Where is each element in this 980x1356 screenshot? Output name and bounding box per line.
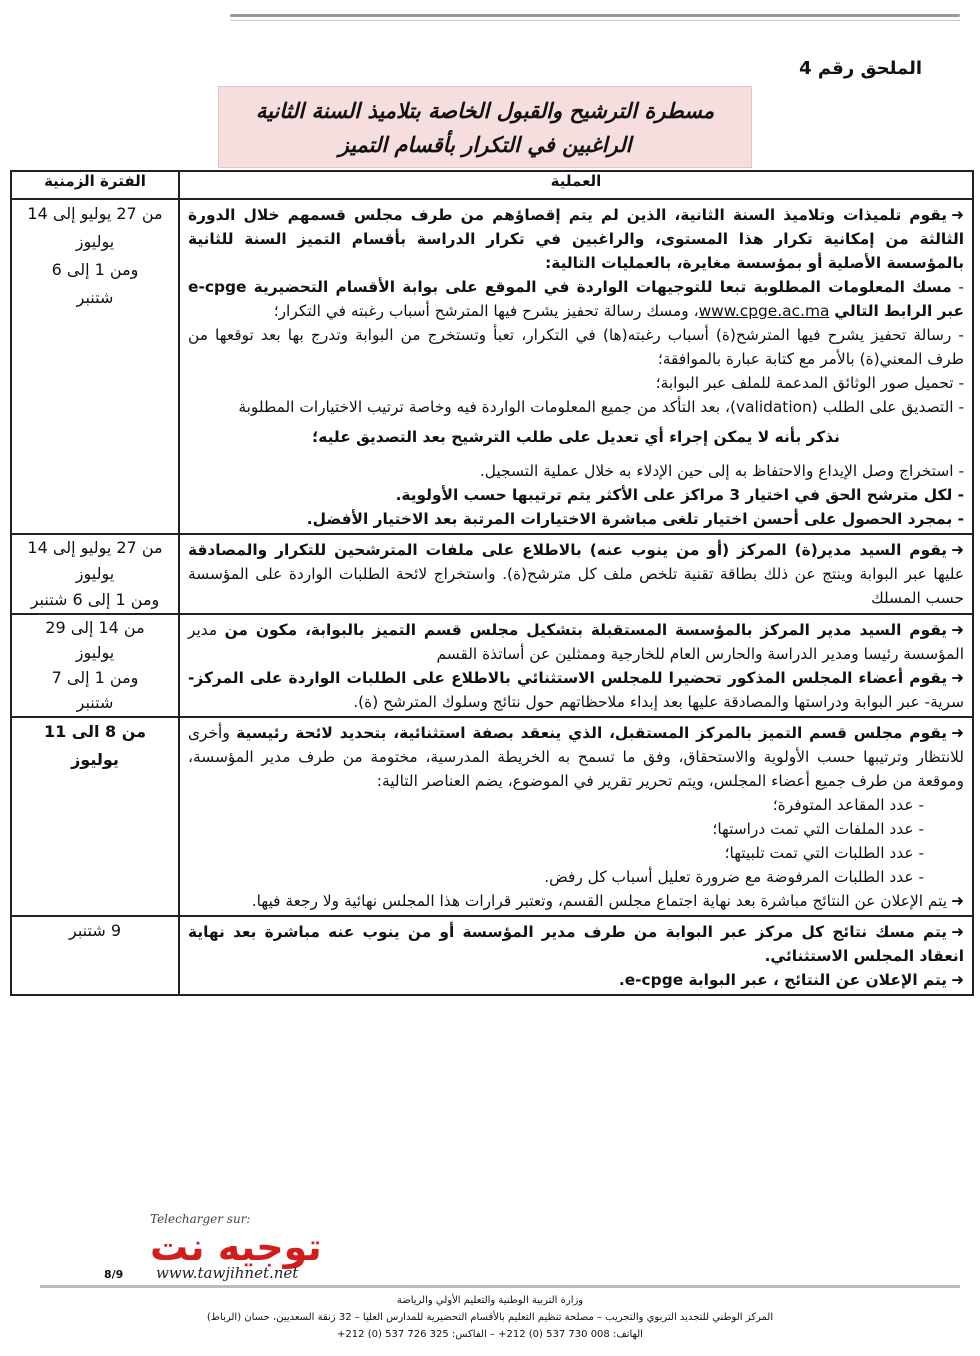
arrow-icon: ➜ xyxy=(951,892,964,910)
portal-link[interactable]: www.cpge.ac.ma xyxy=(698,302,830,320)
arrow-icon: ➜ xyxy=(951,621,964,639)
table-row xyxy=(11,717,973,916)
list-item: - عدد الطلبات المرفوضة مع ضرورة تعليل أسباب كل رفض. xyxy=(188,865,964,889)
list-item: - عدد الملفات التي تمت دراستها؛ xyxy=(188,817,964,841)
table-row xyxy=(11,916,973,995)
arrow-icon: ➜ xyxy=(951,541,964,559)
operation-cell xyxy=(179,199,973,534)
title-line-1: مسطرة الترشيح والقبول الخاصة بتلاميذ السنة الثانية xyxy=(255,99,715,123)
table-header-row xyxy=(11,171,973,199)
row1-item: - بمجرد الحصول على أحسن اختيار تلغى مباشرة الاختيارات المرتبة بعد الاختيار الأفضل. xyxy=(188,507,964,531)
arrow-icon: ➜ xyxy=(951,206,964,224)
table-row xyxy=(11,199,973,534)
watermark-logo: توجيه نت xyxy=(150,1225,322,1269)
arrow-icon: ➜ xyxy=(951,971,964,989)
operation-cell: ➜يتم مسك نتائج كل مركز عبر البوابة من طرف مدير المؤسسة أو من ينوب عنه مباشرة بعد نهاية انعقاد المجلس الاستثنائي. ➜يتم الإعلان عن النتائج ، عبر البوابة e-cpge. xyxy=(179,916,973,995)
period-cell: من 8 الى 11 يوليوز xyxy=(11,717,179,916)
arrow-icon: ➜ xyxy=(951,669,964,687)
footer-ministry: وزارة التربية الوطنية والتعليم الأولي والرياضة xyxy=(396,1295,584,1306)
operation-cell: ➜يقوم مجلس قسم التميز بالمركز المستقبل، الذي ينعقد بصفة استثنائية، بتحديد لائحة رئيسية وأخرى للانتظار وترتيبها حسب الأولوية والاستحقاق، وفق ما تسمح به الخريطة المدرسية، مختومة من طرف مدير المؤسسة، وموقعة من طرف جميع أعضاء المجلس، ويتم تحرير تقرير في الموضوع، يضم العناصر التالية: - عدد المقاعد المتوفرة؛ - عدد الملفات التي تمت دراستها؛ - عدد الطلبات التي تمت تلبيتها؛ - عدد الطلبات المرفوضة مع ضرورة تعليل أسباب كل رفض. ➜يتم الإعلان عن النتائج مباشرة بعد نهاية اجتماع مجلس القسم، وتعتبر قرارات هذا المجلس نهائية ولا رجعة فيها. xyxy=(179,717,973,916)
row1-item: - مسك المعلومات المطلوبة تبعا للتوجيهات الواردة في الموقع على بوابة الأقسام التحضيرية e-cpge عبر الرابط التالي www.cpge.ac.ma، ومسك رسالة تحفيز يشرح فيها المترشح أسباب رغبته في التكرار؛ xyxy=(188,275,964,323)
watermark-url[interactable]: www.tawjihnet.net xyxy=(156,1264,299,1282)
period-cell: من 27 يوليو إلى 14 يوليوز ومن 1 إلى 6 شتنبر xyxy=(11,199,179,534)
row1-note: نذكر بأنه لا يمكن إجراء أي تعديل على طلب الترشيح بعد التصديق عليه؛ xyxy=(312,428,840,446)
period-cell: 9 شتنبر xyxy=(11,916,179,995)
title-line-2: الراغبين في التكرار بأقسام التميز xyxy=(338,133,632,157)
procedure-table xyxy=(10,170,974,996)
table-row xyxy=(11,614,973,717)
top-rule-thin xyxy=(230,20,960,21)
table-row xyxy=(11,534,973,614)
row1-intro: ➜يقوم تلميذات وتلاميذ السنة الثانية، الذين لم يتم إقصاؤهم من طرف مجلس قسمهم خلال الدورة الثالثة من إمكانية تكرار هذا المستوى، والراغبين في تكرار الدراسة بأقسام التميز السنة للثانية بالمؤسسة الأصلية أو بمؤسسة مغايرة، بالعمليات التالية: xyxy=(188,206,964,272)
row1-item: - تحميل صور الوثائق المدعمة للملف عبر البوابة؛ xyxy=(188,371,964,395)
footer-contact: الهاتف: 008 730 537 (0) 212+ – الفاكس: 325 726 537 (0) 212+ xyxy=(337,1329,643,1340)
period-cell: من 27 يوليو إلى 14 يوليوز ومن 1 إلى 6 شتنبر xyxy=(11,534,179,614)
row1-item: - استخراج وصل الإيداع والاحتفاظ به إلى حين الإدلاء به خلال عملية التسجيل. xyxy=(188,459,964,483)
annex-label: الملحق رقم 4 xyxy=(799,58,922,79)
operation-cell: ➜يقوم السيد مدير المركز بالمؤسسة المستقبلة بتشكيل مجلس قسم التميز بالبوابة، مكون من مدير المؤسسة رئيسا ومدير الدراسة والحارس العام للخارجية وممثلين عن أساتذة القسم ➜يقوم أعضاء المجلس المذكور تحضيرا للمجلس الاستثنائي بالاطلاع على الطلبات الواردة على المركز- سرية- عبر البوابة ودراستها والمصادقة عليها بعد إبداء ملاحظاتهم حول نتائج وسلوك المترشح (ة). xyxy=(179,614,973,717)
row1-item: - لكل مترشح الحق في اختيار 3 مراكز على الأكثر يتم ترتيبها حسب الأولوية. xyxy=(188,483,964,507)
list-item: - عدد الطلبات التي تمت تلبيتها؛ xyxy=(188,841,964,865)
header-operation: العملية xyxy=(179,171,973,199)
footer-rule xyxy=(40,1285,960,1288)
header-period: الفترة الزمنية xyxy=(11,171,179,199)
watermark-label: Telecharger sur: xyxy=(150,1212,251,1226)
row1-item: - رسالة تحفيز يشرح فيها المترشح(ة) أسباب رغبته(ها) في التكرار، تعبأ وتستخرج من البوابة وتدرج بها بعد توقعها من طرف المعني(ة) بالأمر مع كتابة عبارة بالموافقة؛ xyxy=(188,323,964,371)
row1-item: - التصديق على الطلب (validation)، بعد التأكد من جميع المعلومات الواردة فيه وخاصة ترتيب الاختيارات المطلوبة xyxy=(188,395,964,419)
footer-address: المركز الوطني للتجديد التربوي والتجريب – مصلحة تنظيم التعليم بالأقسام التحضيرية للمدارس العليا – 32 زنقة السعديين، حسان (الرباط) xyxy=(206,1312,774,1323)
page-number: 8/9 xyxy=(104,1268,124,1281)
arrow-icon: ➜ xyxy=(951,724,964,742)
operation-cell: ➜يقوم السيد مدير(ة) المركز (أو من ينوب عنه) بالاطلاع على ملفات المترشحين للتكرار والمصادقة عليها عبر البوابة وينتج عن ذلك بطاقة تقنية تلخص ملف كل مترشح(ة). واستخراج لائحة الطلبات الواردة على المؤسسة حسب المسلك xyxy=(179,534,973,614)
top-rule xyxy=(230,14,960,17)
document-title xyxy=(218,86,752,168)
list-item: - عدد المقاعد المتوفرة؛ xyxy=(188,793,964,817)
period-cell: من 14 إلى 29 يوليوز ومن 1 إلى 7 شتنبر xyxy=(11,614,179,717)
arrow-icon: ➜ xyxy=(951,923,964,941)
